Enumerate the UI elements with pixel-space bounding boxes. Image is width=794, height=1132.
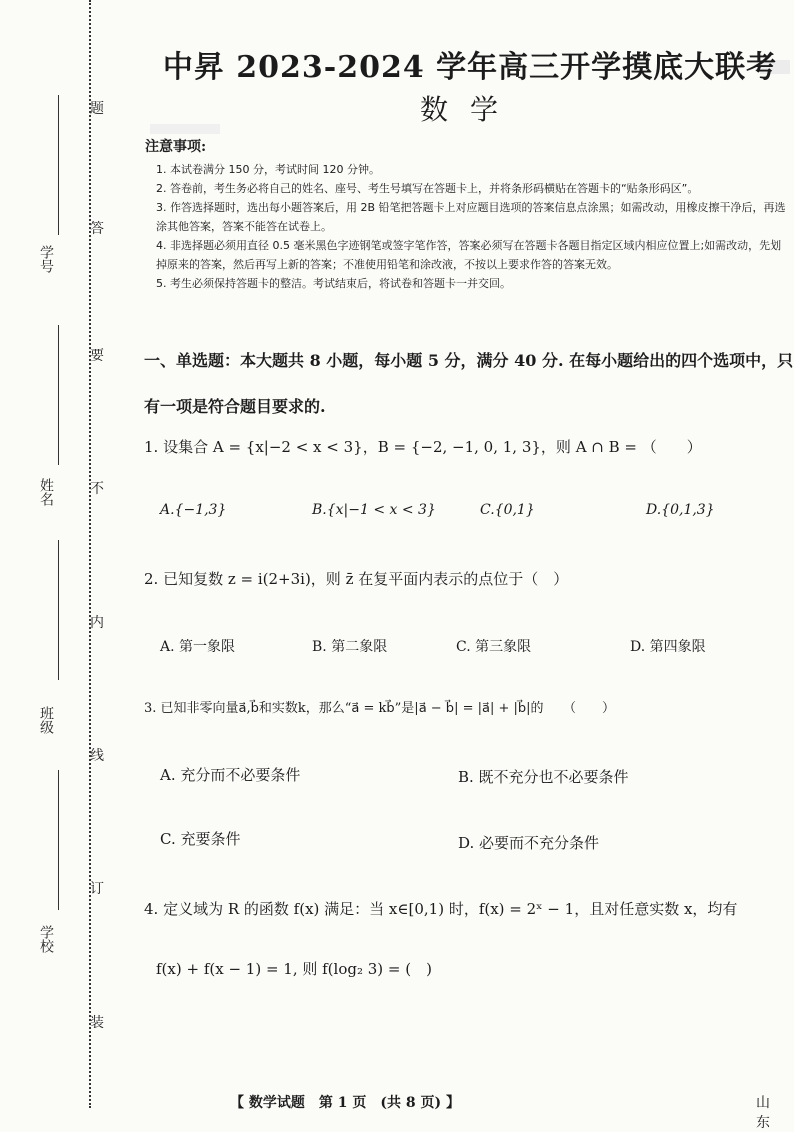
section-heading bbox=[144, 338, 794, 430]
question-4-line1: 4. 定义域为 R 的函数 f(x) 满足：当 x∈[0,1) 时，f(x) = 2ˣ − 1，且对任意实数 x，均有 bbox=[144, 900, 738, 918]
margin-char: 题 bbox=[90, 101, 104, 117]
name-line bbox=[58, 325, 59, 465]
margin-char: 内 bbox=[90, 615, 104, 631]
question-2-stem: 2. 已知复数 z = i(2+3i)，则 z̄ 在复平面内表示的点位于（ ） bbox=[144, 570, 569, 588]
note-item: 1. 本试卷满分 150 分，考试时间 120 分钟。 bbox=[156, 163, 380, 176]
note-item: 2. 答卷前，考生务必将自己的姓名、座号、考生号填写在答题卡上，并将条形码横贴在答题卡的“贴条形码区”。 bbox=[156, 182, 699, 195]
exam-title: 中昇 2023-2024 学年高三开学摸底大联考 bbox=[162, 50, 778, 85]
section-heading-line1: 一、单选题：本大题共 8 小题，每小题 5 分，满分 40 分. 在每小题给出的四个选项中，只 bbox=[144, 351, 794, 370]
student-id-line bbox=[58, 95, 59, 235]
section-heading-line2: 有一项是符合题目要求的. bbox=[144, 397, 326, 416]
note-item: 4. 非选择题必须用直径 0.5 毫米黑色字迹钢笔或签字笔作答，答案必须写在答题卡各题目指定区域内相应位置上;如需改动，先划掉原来的答案，然后再写上新的答案；不准使用铅笔和涂改液，不按以上要求作答的答案无效。 bbox=[156, 239, 782, 271]
footer-region: 山 东 bbox=[756, 1095, 784, 1131]
question-3-option-d: D. 必要而不充分条件 bbox=[458, 834, 600, 852]
binding-dotted-line bbox=[89, 0, 91, 1108]
question-1-option-a: A.{−1,3} bbox=[160, 502, 227, 518]
class-label: 班级 bbox=[38, 706, 54, 734]
notes-list bbox=[144, 160, 790, 293]
class-line bbox=[58, 540, 59, 680]
question-2-option-a: A. 第一象限 bbox=[160, 639, 236, 655]
question-3-option-a: A. 充分而不必要条件 bbox=[160, 766, 301, 784]
question-1-option-b: B.{x|−1 < x < 3} bbox=[312, 502, 436, 518]
question-4-line2: f(x) + f(x − 1) = 1, 则 f(log₂ 3) = ( ) bbox=[156, 960, 432, 978]
name-label: 姓名 bbox=[38, 478, 54, 506]
margin-char: 线 bbox=[90, 748, 104, 764]
note-item: 3. 作答选择题时，选出每小题答案后，用 2B 铅笔把答题卡上对应题目选项的答案信息点涂黑；如需改动，用橡皮擦干净后，再选涂其他答案，答案不能答在试卷上。 bbox=[156, 201, 786, 233]
note-item: 5. 考生必须保持答题卡的整洁。考试结束后，将试卷和答题卡一并交回。 bbox=[156, 277, 511, 290]
subject-title: 数学 bbox=[419, 93, 520, 126]
question-3-stem: 3. 已知非零向量a⃗,b⃗和实数k，那么“a⃗ = kb⃗”是|a⃗ − b⃗| = |a⃗| + |b⃗|的 （ ） bbox=[144, 701, 615, 716]
margin-char: 装 bbox=[90, 1015, 104, 1031]
question-3-option-b: B. 既不充分也不必要条件 bbox=[458, 768, 629, 786]
margin-char: 订 bbox=[90, 881, 104, 897]
question-1-stem: 1. 设集合 A = {x|−2 < x < 3}，B = {−2, −1, 0, 1, 3}，则 A ∩ B = （ ） bbox=[144, 438, 702, 456]
margin-char: 不 bbox=[90, 481, 104, 497]
question-1-option-c: C.{0,1} bbox=[480, 502, 535, 518]
question-2-option-b: B. 第二象限 bbox=[312, 639, 388, 655]
question-1-option-d: D.{0,1,3} bbox=[646, 502, 715, 518]
margin-char: 答 bbox=[90, 221, 104, 237]
question-2-option-c: C. 第三象限 bbox=[456, 639, 532, 655]
notes-title: 注意事项: bbox=[145, 139, 207, 155]
margin-char: 要 bbox=[90, 348, 104, 364]
school-line bbox=[58, 770, 59, 910]
question-2-option-d: D. 第四象限 bbox=[630, 639, 706, 655]
question-3-option-c: C. 充要条件 bbox=[160, 830, 241, 848]
school-label: 学校 bbox=[38, 925, 54, 953]
student-id-label: 学号 bbox=[38, 245, 54, 273]
page-footer: 【 数学试题 第 1 页 (共 8 页) 】 bbox=[230, 1095, 460, 1111]
